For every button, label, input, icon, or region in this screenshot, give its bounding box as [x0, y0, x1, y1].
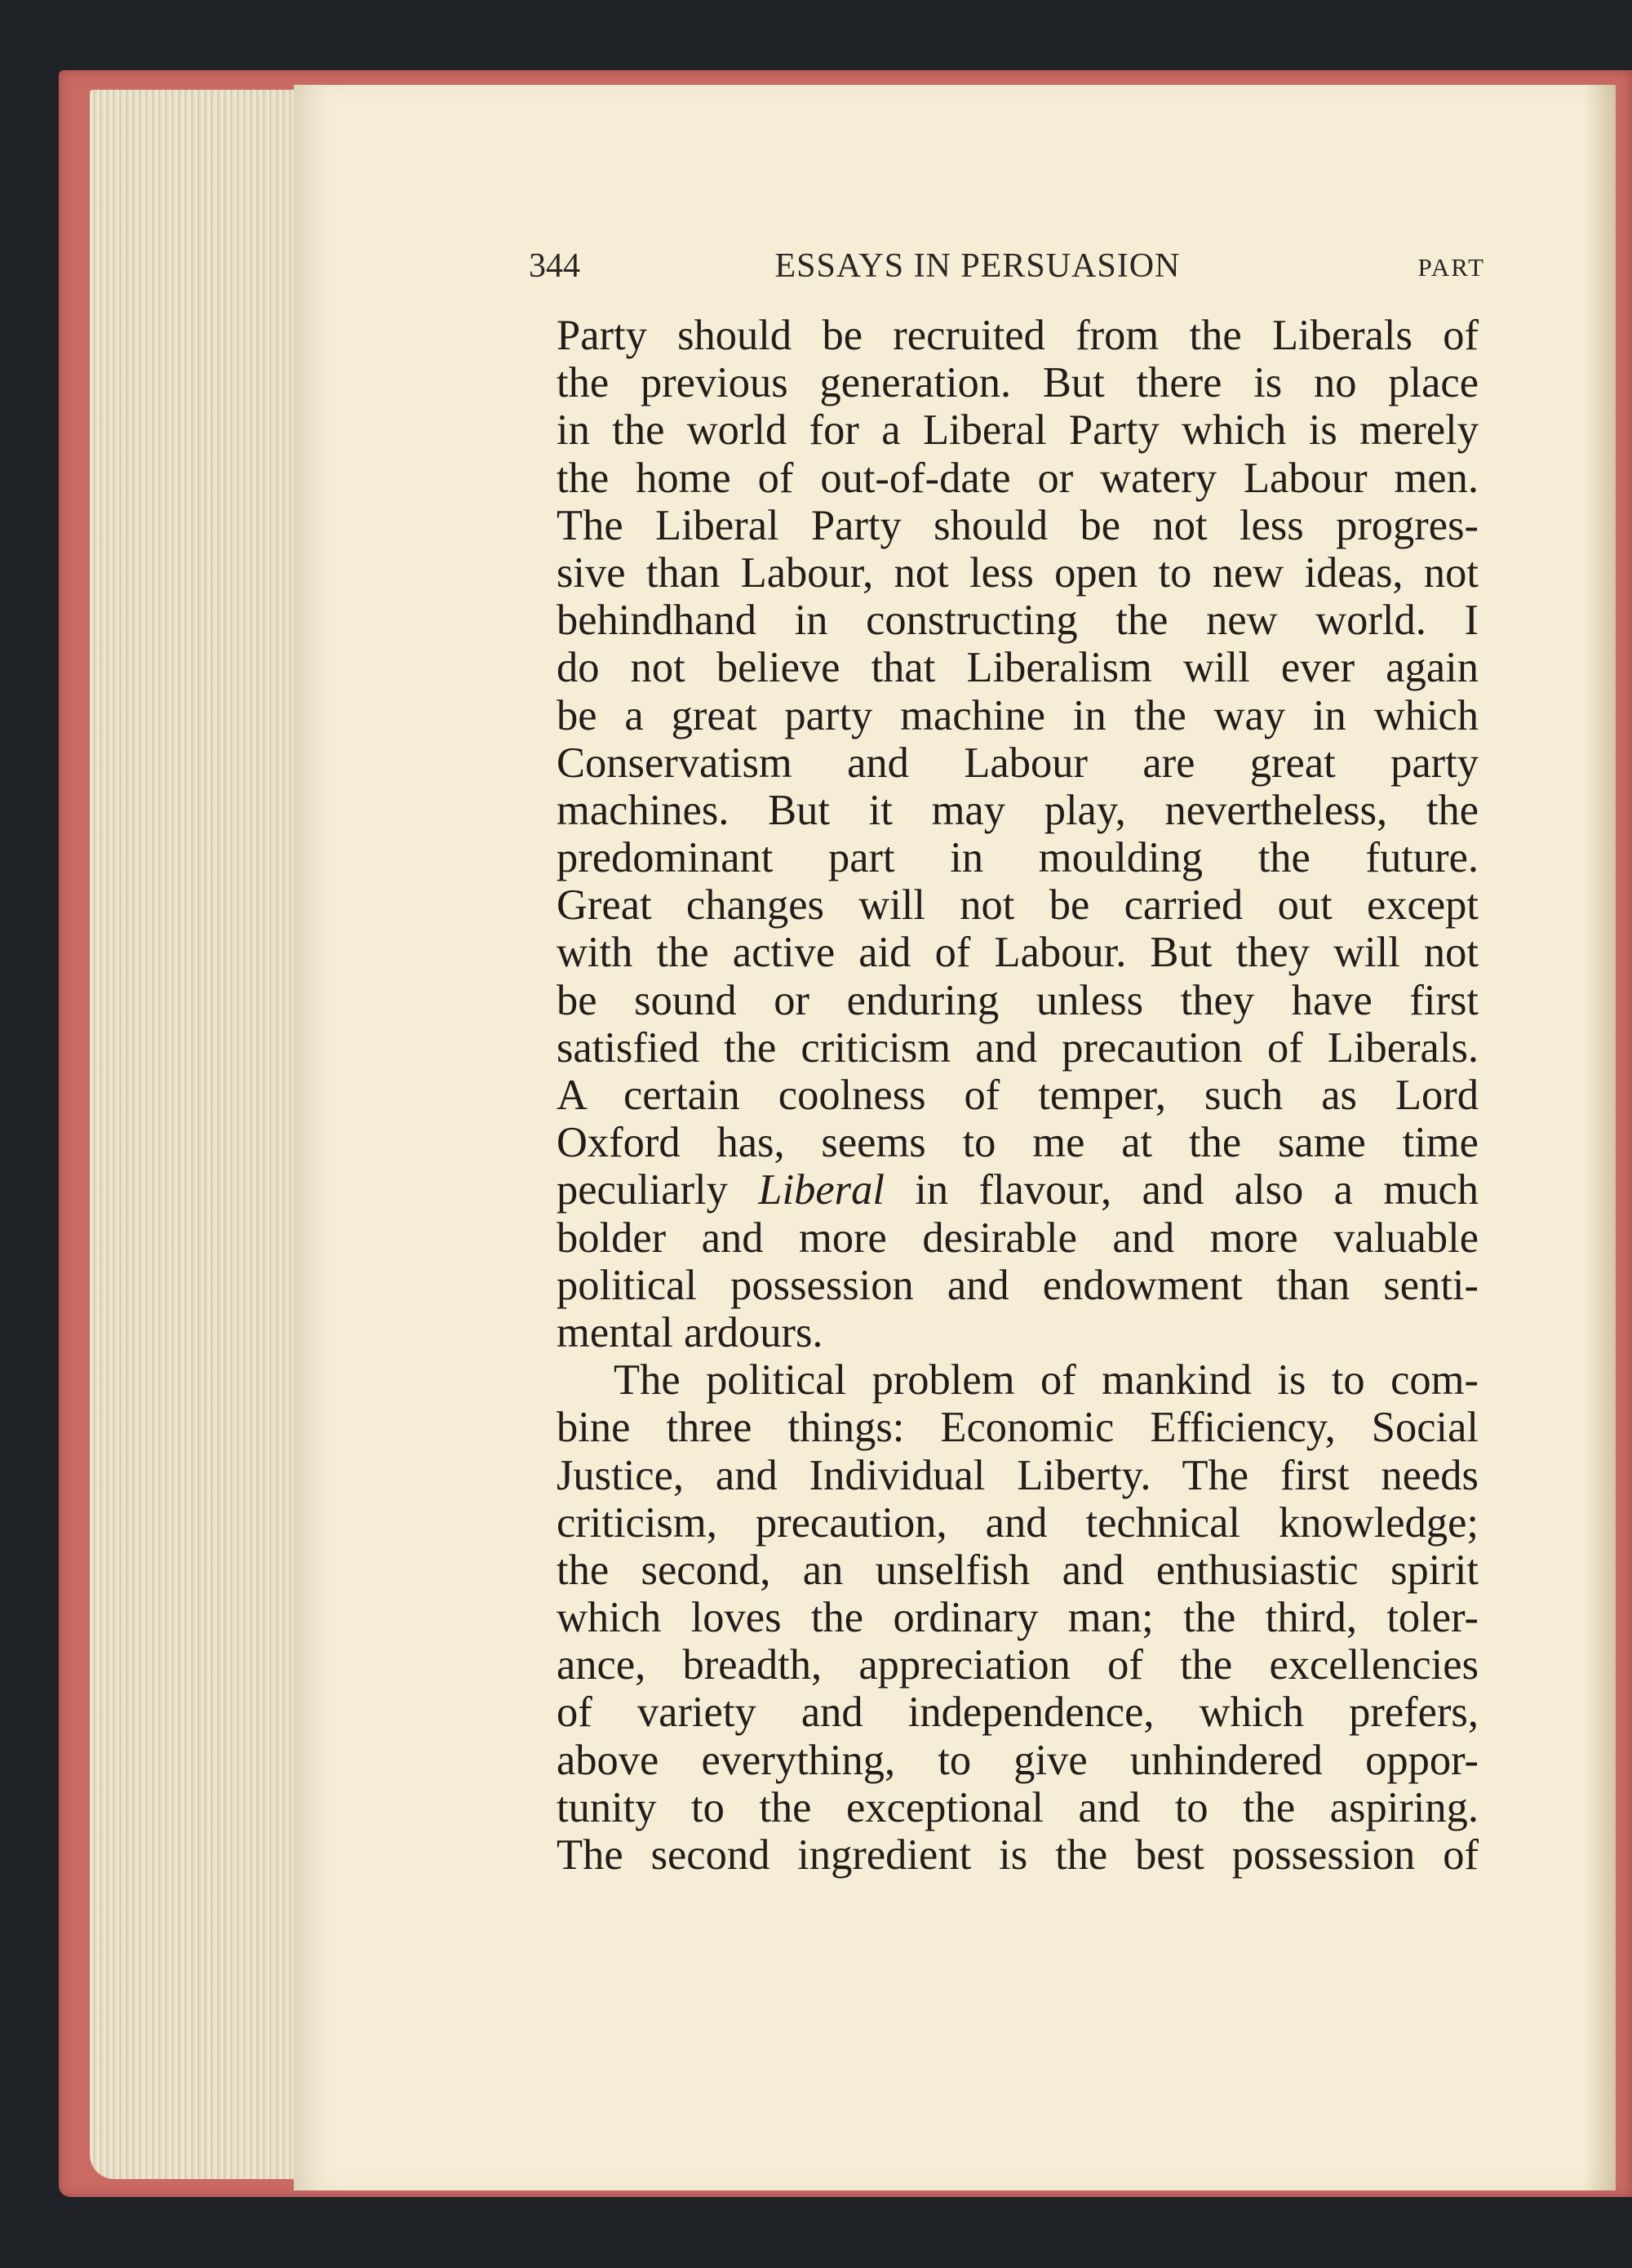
text-line: the home of out-of-date or watery Labour men.	[557, 454, 1479, 502]
text-line: in the world for a Liberal Party which is merely	[557, 406, 1479, 455]
text-line: A certain coolness of temper, such as Lord	[557, 1072, 1479, 1119]
text-fragment: in flavour, and also a much	[884, 1166, 1479, 1214]
text-line: which loves the ordinary man; the third, toler-	[557, 1594, 1479, 1642]
text-line: be a great party machine in the way in which	[557, 691, 1479, 739]
text-line: criticism, precaution, and technical knowledge;	[557, 1498, 1479, 1547]
page-edges	[90, 90, 310, 2179]
page-number: 344	[529, 247, 580, 285]
text-line: behindhand in constructing the new world. I	[557, 597, 1479, 645]
text-line: ance, breadth, appreciation of the excellencies	[557, 1641, 1479, 1689]
text-line: Justice, and Individual Liberty. The first needs	[557, 1451, 1479, 1499]
text-line-italic	[557, 1166, 1479, 1214]
text-line: The second ingredient is the best possession of	[557, 1831, 1479, 1879]
text-line: The Liberal Party should be not less progres-	[557, 501, 1479, 549]
text-line: of variety and independence, which prefers,	[557, 1689, 1479, 1737]
gutter-shadow	[1583, 85, 1616, 2190]
text-line: above everything, to give unhindered oppor-	[557, 1736, 1479, 1784]
text-line: Conservatism and Labour are great party	[557, 739, 1479, 787]
running-title: ESSAYS IN PERSUASION	[774, 247, 1181, 285]
text-line: political possession and endowment than senti-	[557, 1261, 1479, 1309]
part-label: PART	[1417, 253, 1485, 282]
text-line: sive than Labour, not less open to new ideas, not	[557, 548, 1479, 597]
text-line: bolder and more desirable and more valuable	[557, 1214, 1479, 1262]
text-line: bine three things: Economic Efficiency, Social	[557, 1404, 1479, 1452]
body-text	[557, 312, 1479, 1879]
text-line: mental ardours.	[557, 1308, 823, 1356]
text-line: be sound or enduring unless they have first	[557, 976, 1479, 1024]
text-line: Party should be recruited from the Liberals of	[557, 312, 1479, 359]
text-fragment: peculiarly	[557, 1166, 759, 1214]
text-line: machines. But it may play, nevertheless, the	[557, 786, 1479, 834]
italic-word: Liberal	[758, 1166, 885, 1214]
text-line: The political problem of mankind is to com-	[614, 1356, 1479, 1405]
text-line: the previous generation. But there is no place	[557, 359, 1479, 407]
text-line: tunity to the exceptional and to the aspiring.	[557, 1783, 1479, 1831]
text-line: Oxford has, seems to me at the same time	[557, 1119, 1479, 1167]
running-header	[529, 246, 1485, 295]
text-line: satisfied the criticism and precaution of Liberals.	[557, 1023, 1479, 1072]
text-line: the second, an unselfish and enthusiastic spirit	[557, 1546, 1479, 1594]
text-line: do not believe that Liberalism will ever again	[557, 644, 1479, 692]
text-line: with the active aid of Labour. But they will not	[557, 929, 1479, 977]
text-line: Great changes will not be carried out except	[557, 881, 1479, 930]
text-line: predominant part in moulding the future.	[557, 834, 1479, 882]
